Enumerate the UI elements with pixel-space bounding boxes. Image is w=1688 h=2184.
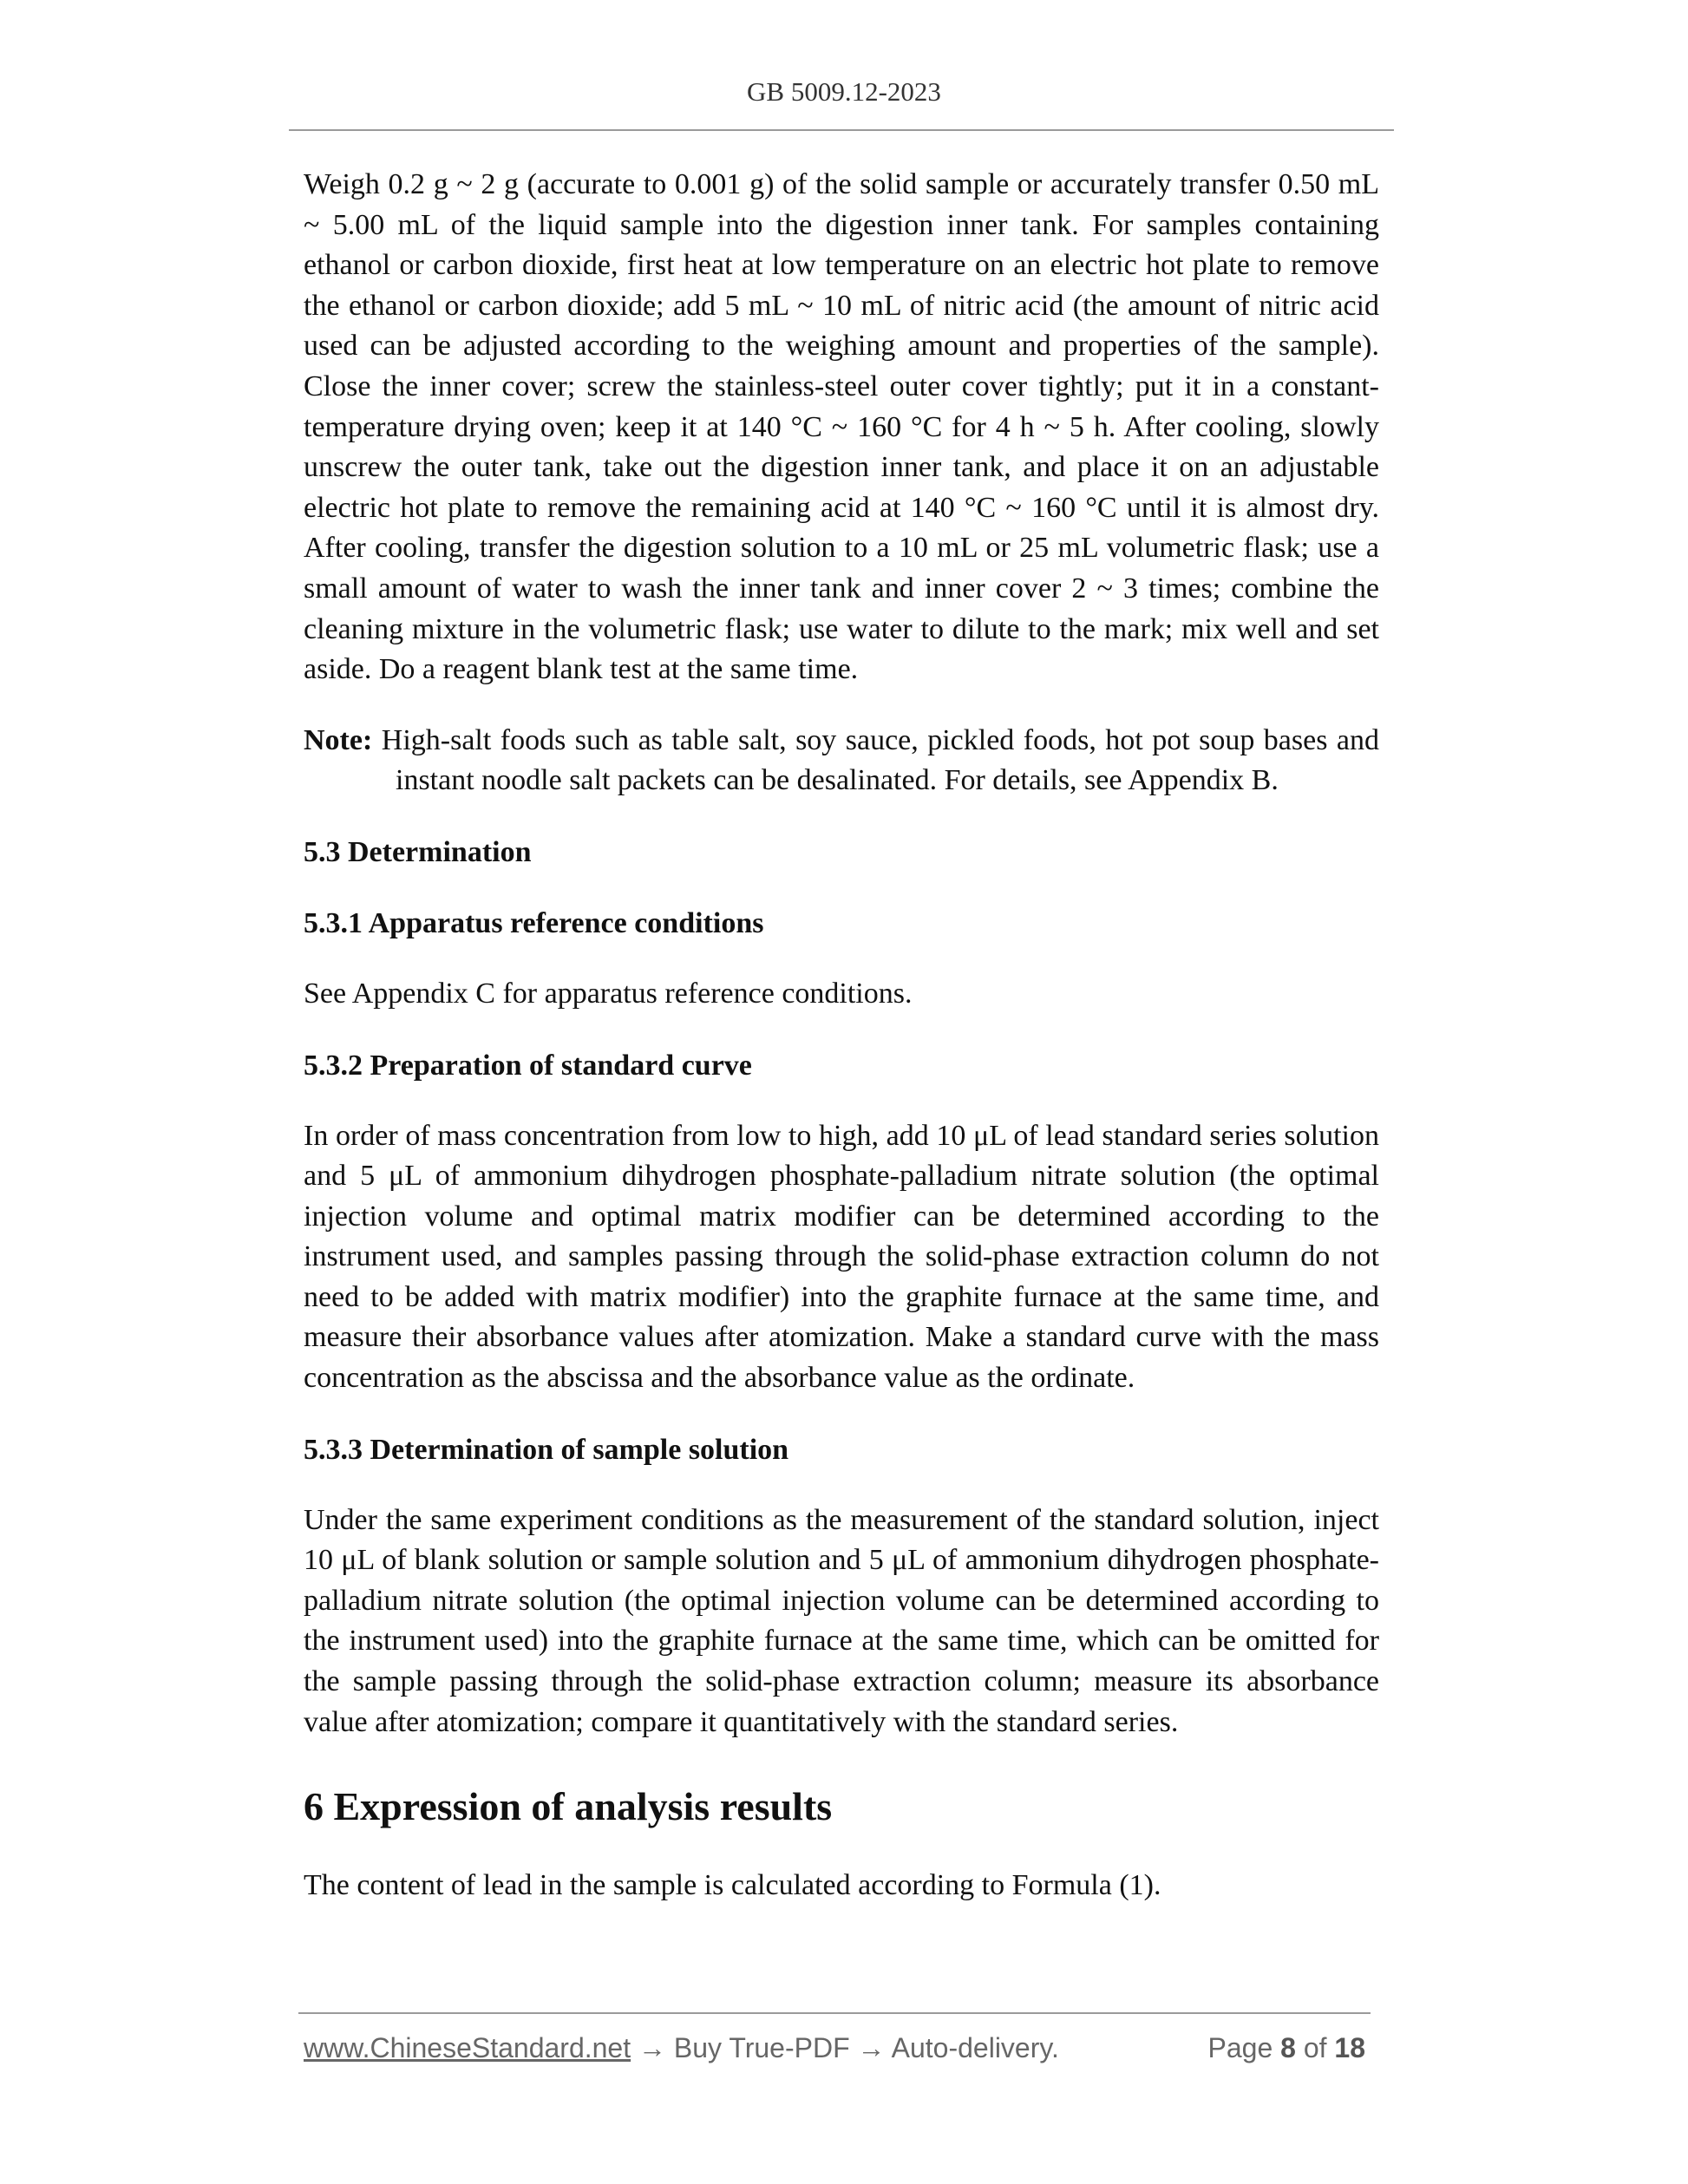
site-link[interactable]: www.ChineseStandard.net bbox=[304, 2032, 631, 2063]
promo-text: → Buy True-PDF → Auto-delivery. bbox=[631, 2032, 1059, 2063]
section-heading-5-3-3: 5.3.3 Determination of sample solution bbox=[304, 1433, 789, 1466]
section-heading-5-3-1: 5.3.1 Apparatus reference conditions bbox=[304, 906, 764, 939]
header-divider bbox=[289, 129, 1394, 131]
paragraph-sample-solution: Under the same experiment conditions as the measurement of the standard solution, inject 10 μL of blank solution or sample solution and 5 μL of ammonium dihydrogen phosphate-palladium nitrate solution (the optimal injection volume can be determined according to the instrument used) into the graphite furnace at the same time, which can be omitted for the sample passing through the solid-phase extraction column; measure its absorbance value after atomization; compare it quantitatively with the standard series. bbox=[304, 1503, 1379, 1738]
footer-promo bbox=[304, 2032, 1059, 2064]
section-heading-5-3: 5.3 Determination bbox=[304, 835, 532, 868]
paragraph-digestion: Weigh 0.2 g ~ 2 g (accurate to 0.001 g) of the solid sample or accurately transfer 0.50 mL ~ 5.00 mL of the liquid sample into the digestion inner tank. For samples containing ethanol or carbon dioxide, first heat at low temperature on an electric hot plate to remove the ethanol or carbon dioxide; add 5 mL ~ 10 mL of nitric acid (the amount of nitric acid used can be adjusted according to the weighing amount and properties of the sample). Close the inner cover; screw the stainless-steel outer cover tightly; put it in a constant-temperature drying oven; keep it at 140 °C ~ 160 °C for 4 h ~ 5 h. After cooling, slowly unscrew the outer tank, take out the digestion inner tank, and place it on an adjustable electric hot plate to remove the remaining acid at 140 °C ~ 160 °C until it is almost dry. After cooling, transfer the digestion solution to a 10 mL or 25 mL volumetric flask; use a small amount of water to wash the inner tank and inner cover 2 ~ 3 times; combine the cleaning mixture in the volumetric flask; use water to dilute to the mark; mix well and set aside. Do a reagent blank test at the same time. bbox=[304, 168, 1379, 686]
paragraph-formula: The content of lead in the sample is calculated according to Formula (1). bbox=[304, 1869, 1161, 1902]
paragraph-apparatus: See Appendix C for apparatus reference conditions. bbox=[304, 977, 913, 1010]
page-total: 18 bbox=[1334, 2032, 1365, 2063]
note-label: Note: bbox=[304, 723, 373, 756]
page-of: of bbox=[1303, 2032, 1327, 2063]
page-label: Page bbox=[1207, 2032, 1273, 2063]
note-block bbox=[304, 721, 1379, 801]
standard-code: GB 5009.12-2023 bbox=[747, 76, 941, 107]
section-heading-6: 6 Expression of analysis results bbox=[304, 1784, 833, 1829]
section-heading-5-3-2: 5.3.2 Preparation of standard curve bbox=[304, 1049, 752, 1082]
footer-divider bbox=[298, 2012, 1371, 2014]
page-current: 8 bbox=[1280, 2032, 1296, 2063]
note-text: High-salt foods such as table salt, soy sauce, pickled foods, hot pot soup bases and instant noodle salt packets can be desalinated. For details, see Appendix B. bbox=[381, 723, 1380, 797]
paragraph-standard-curve: In order of mass concentration from low to high, add 10 μL of lead standard series solution and 5 μL of ammonium dihydrogen phosphate-palladium nitrate solution (the optimal injection volume and optimal matrix modifier can be determined according to the instrument used, and samples passing through the solid-phase extraction column do not need to be added with matrix modifier) into the graphite furnace at the same time, and measure their absorbance values after atomization. Make a standard curve with the mass concentration as the abscissa and the absorbance value as the ordinate. bbox=[304, 1119, 1379, 1395]
page-content bbox=[304, 165, 1379, 1906]
page-header bbox=[0, 76, 1688, 108]
page-number bbox=[1208, 2032, 1365, 2064]
